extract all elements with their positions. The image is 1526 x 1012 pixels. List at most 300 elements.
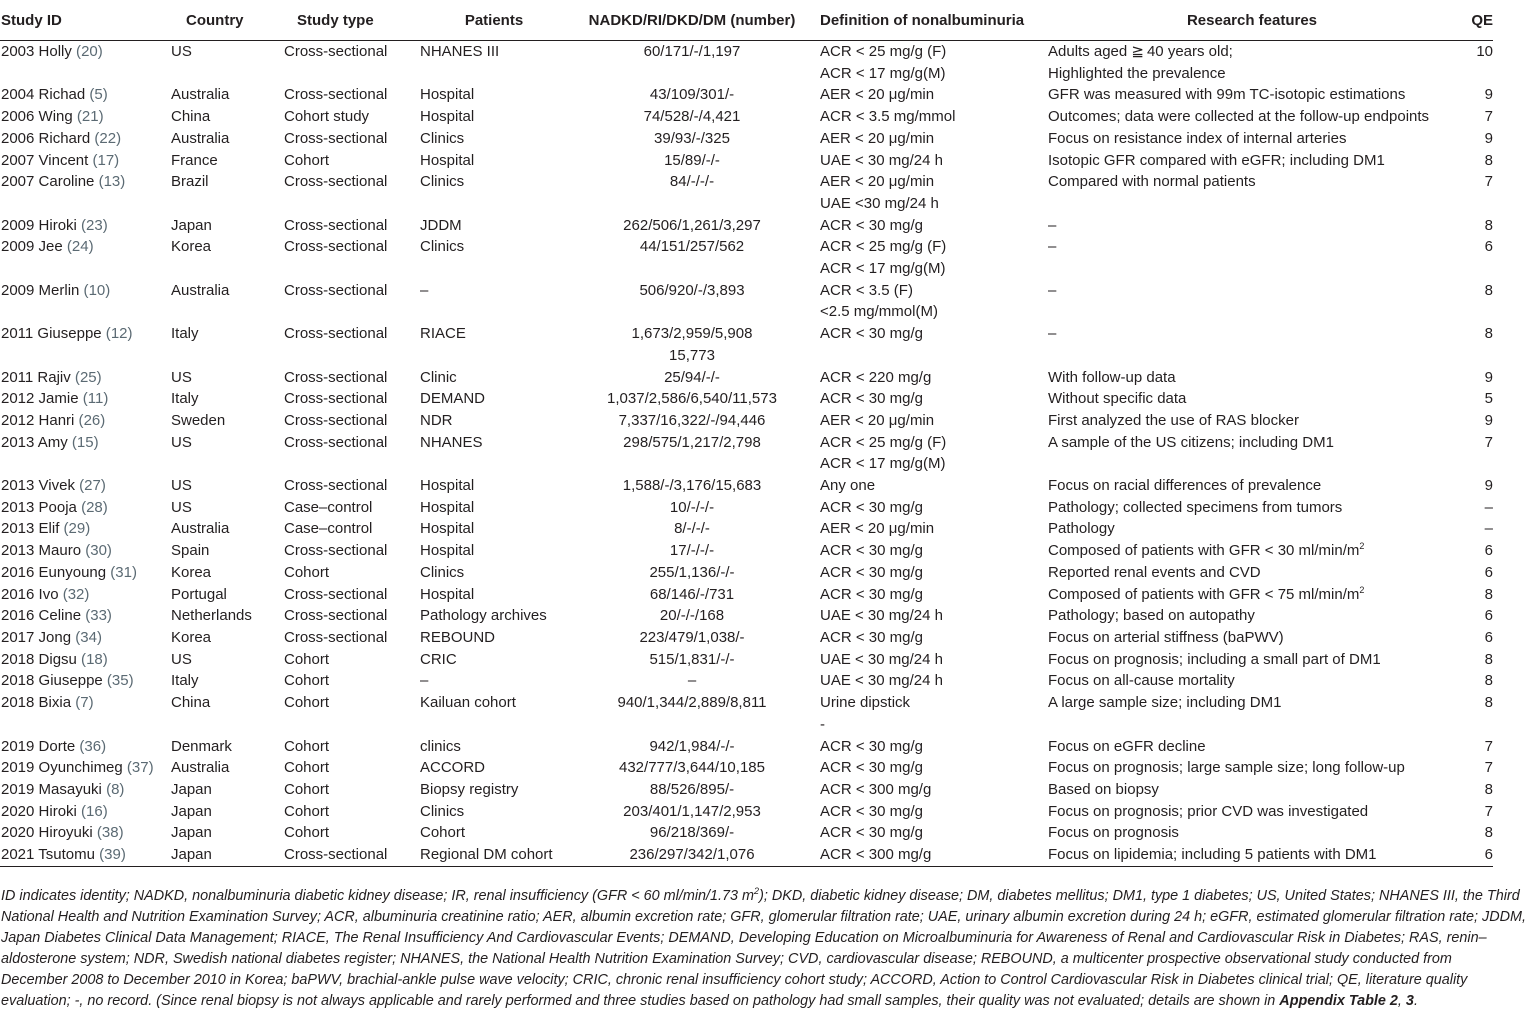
reference-number: 18	[86, 650, 103, 668]
study-id-cell	[0, 410, 171, 432]
country-cell: US	[171, 433, 192, 451]
features-cell	[1048, 193, 1456, 215]
reference-link[interactable]: (36)	[75, 737, 107, 755]
table-row	[0, 41, 1493, 63]
table-row	[0, 475, 1493, 497]
country-cell: Korea	[171, 238, 212, 256]
features-cell: –	[1048, 281, 1057, 299]
country-cell: Spain	[171, 542, 210, 560]
header-qe: QE	[1471, 11, 1493, 29]
study-name: 2018 Digsu	[1, 650, 77, 668]
reference-link[interactable]: (12)	[101, 325, 133, 343]
country-cell: Brazil	[171, 173, 209, 191]
header-numbers: NADKD/RI/DKD/DM (number)	[588, 11, 796, 29]
features-cell	[1048, 345, 1456, 367]
qe-cell: 10	[1476, 43, 1493, 60]
patients-cell: Hospital	[420, 86, 475, 104]
patients-cell	[420, 193, 568, 215]
definition-cell: AER < 20 μg/min	[820, 129, 935, 147]
table-row	[0, 388, 1493, 410]
study-name: 2019 Oyunchimeg	[1, 759, 123, 777]
study-name: 2019 Masayuki	[1, 780, 102, 798]
study-type-cell: Cohort	[284, 694, 330, 712]
features-cell: Focus on prognosis; large sample size; long follow-up	[1048, 759, 1405, 777]
definition-cell: ACR < 25 mg/g (F)	[820, 43, 947, 60]
features-cell: Compared with normal patients	[1048, 173, 1256, 191]
study-type-cell: Cohort	[284, 737, 330, 755]
definition-cell: UAE < 30 mg/24 h	[820, 672, 943, 690]
qe-cell: 8	[1484, 694, 1493, 712]
features-cell: A large sample size; including DM1	[1048, 694, 1282, 712]
patients-cell: NHANES III	[420, 43, 500, 60]
reference-link[interactable]: (29)	[59, 520, 91, 538]
study-name: 2013 Pooja	[1, 498, 77, 516]
reference-link[interactable]: (38)	[92, 824, 124, 842]
study-id-cell	[0, 627, 171, 649]
patients-cell: NHANES	[420, 433, 483, 451]
qe-cell: 7	[1484, 759, 1493, 777]
study-id-cell	[0, 540, 171, 562]
table-row	[0, 367, 1493, 389]
country-cell: Japan	[171, 216, 212, 234]
qe-cell: –	[1484, 498, 1493, 516]
table-row	[0, 345, 1493, 367]
country-cell: Australia	[171, 281, 230, 299]
definition-cell: ACR < 25 mg/g (F)	[820, 238, 947, 256]
patients-cell: Cohort	[420, 824, 466, 842]
reference-link[interactable]: (25)	[70, 368, 102, 386]
features-cell: –	[1048, 238, 1057, 256]
footnote-line	[1, 886, 1520, 907]
reference-link[interactable]: (24)	[62, 238, 94, 256]
study-id-cell	[0, 345, 171, 367]
study-id-cell	[0, 779, 171, 801]
reference-number: 39	[104, 846, 121, 864]
study-type-cell	[284, 301, 420, 323]
features-cell: A sample of the US citizens; including DM1	[1048, 433, 1334, 451]
study-type-cell: Cross-sectional	[284, 433, 388, 451]
numbers-cell: 17/-/-/-	[669, 542, 715, 560]
reference-link[interactable]: (28)	[76, 498, 108, 516]
reference-link[interactable]: (16)	[76, 802, 108, 820]
definition-cell: AER < 20 μg/min	[820, 86, 935, 104]
qe-cell: 8	[1484, 672, 1493, 690]
numbers-cell: 25/94/-/-	[664, 368, 720, 386]
study-type-cell	[284, 258, 420, 280]
patients-cell: NDR	[420, 411, 453, 429]
study-type-cell: Cohort	[284, 780, 330, 798]
reference-link[interactable]: (15)	[67, 433, 99, 451]
qe-cell: 9	[1484, 477, 1493, 495]
study-id-cell	[0, 236, 171, 258]
footnote-text: .	[1413, 993, 1418, 1009]
country-cell: Australia	[171, 759, 230, 777]
reference-link[interactable]: (7)	[71, 694, 94, 712]
table-row	[0, 562, 1493, 584]
country-cell	[171, 345, 284, 367]
study-name: 2013 Mauro	[1, 542, 82, 560]
patients-cell: Pathology archives	[420, 607, 547, 625]
study-type-cell: Cross-sectional	[284, 368, 388, 386]
study-id-cell	[0, 84, 171, 106]
numbers-cell: 74/528/-/4,421	[643, 108, 741, 126]
patients-cell: CRIC	[420, 650, 457, 668]
appendix-link[interactable]: Appendix Table 2	[1279, 993, 1398, 1009]
patients-cell: Clinics	[420, 129, 465, 147]
study-type-cell: Cross-sectional	[284, 216, 388, 234]
header-definition: Definition of nonalbuminuria	[820, 11, 1025, 29]
numbers-cell: –	[687, 672, 697, 690]
study-id-cell	[0, 258, 171, 280]
patients-cell: Hospital	[420, 585, 475, 603]
reference-number: 30	[90, 542, 107, 560]
study-name: 2006 Wing	[1, 108, 73, 126]
features-cell	[1048, 258, 1456, 280]
reference-link[interactable]: (39)	[94, 846, 126, 864]
appendix-link[interactable]: 3	[1405, 993, 1414, 1009]
qe-cell	[1456, 193, 1493, 215]
patients-cell: Biopsy registry	[420, 780, 519, 798]
table-row	[0, 280, 1493, 302]
qe-cell: 6	[1484, 563, 1493, 581]
reference-link[interactable]: (37)	[122, 759, 154, 777]
numbers-cell: 203/401/1,147/2,953	[623, 802, 761, 820]
qe-cell	[1456, 345, 1493, 367]
country-cell: Korea	[171, 563, 212, 581]
table-row	[0, 193, 1493, 215]
definition-cell: Urine dipstick	[820, 694, 911, 712]
numbers-cell: 942/1,984/-/-	[649, 737, 735, 755]
features-cell: Isotopic GFR compared with eGFR; including DM1	[1048, 151, 1385, 169]
footnote-text: evaluation; -, no record. (Since renal biopsy is not always applicable and rarely performed and three studies based on pathology had small samples, their quality was not evaluated; details are shown in	[1, 993, 1276, 1009]
features-cell: Focus on racial differences of prevalence	[1048, 477, 1322, 495]
reference-link[interactable]: (17)	[88, 151, 120, 169]
patients-cell: Clinic	[420, 368, 457, 386]
qe-cell	[1456, 63, 1493, 85]
study-name: 2020 Hiroki	[1, 802, 77, 820]
reference-number: 33	[90, 607, 107, 625]
study-type-cell: Cross-sectional	[284, 43, 388, 60]
reference-link[interactable]: (22)	[90, 129, 122, 147]
reference-link[interactable]: (32)	[58, 585, 90, 603]
study-id-cell	[0, 844, 171, 866]
study-id-cell	[0, 63, 171, 85]
reference-number: 10	[88, 281, 106, 299]
table-row	[0, 84, 1493, 106]
qe-cell: 8	[1484, 585, 1493, 603]
qe-cell: 5	[1484, 390, 1493, 408]
reference-number: 22	[99, 129, 117, 147]
patients-cell: RIACE	[420, 325, 466, 343]
study-type-cell: Cross-sectional	[284, 86, 388, 104]
country-cell: Japan	[171, 846, 212, 864]
reference-link[interactable]: (13)	[94, 173, 126, 191]
features-cell: Focus on all-cause mortality	[1048, 672, 1235, 690]
reference-number: 29	[68, 520, 86, 538]
qe-cell: 6	[1484, 607, 1493, 625]
features-cell	[1048, 584, 1456, 606]
numbers-cell: 236/297/342/1,076	[629, 846, 755, 864]
header-study-id: Study ID	[1, 11, 62, 29]
country-cell	[171, 63, 284, 85]
features-cell: Pathology	[1048, 520, 1115, 538]
reference-link[interactable]: (35)	[102, 672, 134, 690]
country-cell: US	[171, 650, 192, 668]
study-name: 2009 Hiroki	[1, 216, 77, 234]
study-type-cell: Cohort	[284, 759, 330, 777]
country-cell	[171, 258, 284, 280]
features-cell: First analyzed the use of RAS blocker	[1048, 411, 1299, 429]
study-type-cell: Cross-sectional	[284, 846, 388, 864]
table-row	[0, 301, 1493, 323]
numbers-cell: 7,337/16,322/-/94,446	[618, 411, 766, 429]
qe-cell: 6	[1484, 846, 1493, 864]
table-row	[0, 432, 1493, 454]
numbers-cell: 223/479/1,038/-	[639, 628, 745, 646]
patients-cell: Hospital	[420, 477, 475, 495]
country-cell: Italy	[171, 390, 199, 408]
study-name: 2016 Eunyoung	[1, 563, 107, 581]
study-type-cell: Cohort	[284, 151, 330, 169]
reference-number: 35	[111, 672, 129, 690]
qe-cell	[1456, 258, 1493, 280]
table-row	[0, 410, 1493, 432]
table-row	[0, 801, 1493, 823]
footnote-text: ID indicates identity; NADKD, nonalbuminuria diabetic kidney disease; IR, renal insufficiency (GFR < 60 ml/min/1.73 m	[1, 888, 755, 904]
numbers-cell: 255/1,136/-/-	[649, 563, 735, 581]
patients-cell: DEMAND	[420, 390, 486, 408]
country-cell: Portugal	[171, 585, 227, 603]
table-row	[0, 736, 1493, 758]
qe-cell: 9	[1484, 368, 1493, 386]
study-id-cell	[0, 215, 171, 237]
study-id-cell	[0, 41, 171, 63]
table-row	[0, 627, 1493, 649]
numbers-cell: 8/-/-/-	[674, 520, 710, 538]
table-row	[0, 171, 1493, 193]
definition-cell	[816, 345, 1048, 367]
features-cell: –	[1048, 325, 1057, 343]
footnote-line: National Health and Nutrition Examination Survey; ACR, albuminuria creatinine ratio; AER, albumin excretion rate; GFR, glomerular filtration rate; UAE, urinary albumin excretion during 24 h; eGFR, estimated glomerular filtration rate; JDDM,	[1, 909, 1526, 925]
reference-number: 24	[71, 238, 89, 256]
definition-cell: ACR < 30 mg/g	[820, 737, 923, 755]
reference-link[interactable]: (30)	[81, 542, 112, 560]
footnote-line: December 2008 to December 2010 in Korea; baPWV, brachial-ankle pulse wave velocity; CRIC, chronic renal insufficiency cohort study; ACCORD, Action to Control Cardiovascular Risk in Diabetes clinical trial; QE, literature quality	[1, 972, 1468, 988]
study-type-cell: Cross-sectional	[284, 129, 388, 147]
study-name: 2017 Jong	[1, 628, 72, 646]
numbers-cell: 84/-/-/-	[669, 173, 715, 191]
numbers-cell	[568, 301, 816, 323]
country-cell: US	[171, 498, 192, 516]
qe-cell	[1456, 714, 1493, 736]
study-id-cell	[0, 106, 171, 128]
country-cell: Denmark	[171, 737, 232, 755]
table-footnote	[1, 886, 1526, 1012]
features-cell: Focus on prognosis	[1048, 824, 1179, 842]
definition-cell: ACR < 300 mg/g	[820, 846, 932, 864]
numbers-cell	[568, 453, 816, 475]
features-cell: Adults aged ≧ 40 years old;	[1048, 43, 1233, 60]
study-type-cell: Cohort	[284, 802, 330, 820]
reference-number: 32	[67, 585, 85, 603]
features-cell: Highlighted the prevalence	[1048, 64, 1226, 82]
definition-cell: ACR < 30 mg/g	[820, 759, 923, 777]
superscript: 2	[1359, 584, 1365, 595]
definition-cell: ACR < 30 mg/g	[820, 390, 923, 408]
patients-cell: Regional DM cohort	[420, 846, 553, 864]
reference-link[interactable]: (10)	[79, 281, 111, 299]
study-type-cell: Cohort	[284, 672, 330, 690]
study-id-cell	[0, 280, 171, 302]
qe-cell: 7	[1484, 108, 1493, 126]
study-name: 2011 Rajiv	[1, 368, 71, 386]
features-cell	[1048, 453, 1456, 475]
patients-cell: Clinics	[420, 802, 465, 820]
superscript: 2	[1359, 541, 1365, 552]
study-name: 2006 Richard	[1, 129, 91, 147]
patients-cell: Kailuan cohort	[420, 694, 516, 712]
study-name: 2013 Amy	[1, 433, 68, 451]
reference-link[interactable]: (5)	[85, 86, 108, 104]
features-cell: GFR was measured with 99m TC-isotopic estimations	[1048, 86, 1406, 104]
numbers-cell: 432/777/3,644/10,185	[619, 759, 765, 777]
study-type-cell: Cross-sectional	[284, 281, 388, 299]
study-id-cell	[0, 605, 171, 627]
study-type-cell: Cohort	[284, 650, 330, 668]
study-id-cell	[0, 649, 171, 671]
reference-link[interactable]: (18)	[76, 650, 108, 668]
definition-cell: ACR < 17 mg/g(M)	[820, 455, 946, 473]
numbers-cell	[568, 258, 816, 280]
definition-cell: ACR < 30 mg/g	[820, 542, 923, 560]
reference-link[interactable]: (27)	[74, 477, 106, 495]
definition-cell: ACR < 30 mg/g	[820, 628, 923, 646]
country-cell: Korea	[171, 628, 212, 646]
reference-link[interactable]: (26)	[74, 411, 106, 429]
definition-cell: ACR < 300 mg/g	[820, 780, 932, 798]
study-id-cell	[0, 518, 171, 540]
qe-cell: 7	[1484, 737, 1493, 755]
reference-number: 34	[80, 628, 97, 646]
study-id-cell	[0, 367, 171, 389]
study-id-cell	[0, 692, 171, 714]
features-cell	[1048, 714, 1456, 736]
features-text: Composed of patients with GFR < 75 ml/min/m	[1048, 585, 1360, 603]
patients-cell: Hospital	[420, 542, 475, 560]
footnote-sup: 2	[754, 886, 760, 897]
definition-cell: UAE < 30 mg/24 h	[820, 607, 943, 625]
numbers-cell: 1,673/2,959/5,908	[631, 325, 753, 343]
country-cell: Japan	[171, 780, 212, 798]
study-type-cell: Cohort	[284, 824, 330, 842]
numbers-cell: 15,773	[669, 346, 715, 364]
features-cell: Based on biopsy	[1048, 780, 1159, 798]
study-type-cell	[284, 63, 420, 85]
study-id-cell	[0, 584, 171, 606]
table-row	[0, 106, 1493, 128]
numbers-cell: 15/89/-/-	[664, 151, 720, 169]
reference-number: 27	[84, 477, 101, 495]
numbers-cell: 506/920/-/3,893	[639, 281, 745, 299]
reference-link[interactable]: (33)	[81, 607, 112, 625]
patients-cell: Hospital	[420, 498, 475, 516]
study-type-cell: Cohort study	[284, 108, 370, 126]
definition-cell: UAE < 30 mg/24 h	[820, 151, 943, 169]
country-cell: Italy	[171, 325, 199, 343]
features-cell: Focus on resistance index of internal arteries	[1048, 129, 1347, 147]
numbers-cell	[568, 193, 816, 215]
qe-cell: 9	[1484, 86, 1493, 104]
study-name: 2012 Jamie	[1, 390, 79, 408]
study-name: 2019 Dorte	[1, 737, 76, 755]
patients-cell: Clinics	[420, 563, 465, 581]
features-cell: –	[1048, 216, 1057, 234]
reference-link[interactable]: (8)	[101, 780, 125, 798]
patients-cell: Hospital	[420, 151, 475, 169]
study-name: 2003 Holly	[1, 43, 72, 60]
definition-cell: AER < 20 μg/min	[820, 411, 935, 429]
reference-number: 26	[83, 411, 101, 429]
study-id-cell	[0, 301, 171, 323]
reference-link[interactable]: (23)	[76, 216, 108, 234]
study-name: 2018 Bixia	[1, 694, 72, 712]
study-name: 2004 Richad	[1, 86, 86, 104]
patients-cell	[420, 258, 568, 280]
study-type-cell: Cohort	[284, 563, 330, 581]
definition-cell: ACR < 30 mg/g	[820, 563, 923, 581]
numbers-cell: 60/171/-/1,197	[643, 43, 741, 60]
study-id-cell	[0, 150, 171, 172]
reference-link[interactable]: (20)	[71, 43, 103, 60]
table-row	[0, 540, 1493, 562]
table-row	[0, 757, 1493, 779]
study-type-cell	[284, 453, 420, 475]
reference-number: 28	[86, 498, 103, 516]
reference-link[interactable]: (21)	[72, 108, 104, 126]
country-cell: China	[171, 694, 211, 712]
features-cell: Reported renal events and CVD	[1048, 563, 1261, 581]
header-patients: Patients	[464, 11, 524, 29]
table-row	[0, 236, 1493, 258]
reference-number: 25	[79, 368, 97, 386]
patients-cell	[420, 63, 568, 85]
reference-link[interactable]: (31)	[106, 563, 137, 581]
study-type-cell: Cross-sectional	[284, 390, 388, 408]
definition-cell: ACR < 30 mg/g	[820, 325, 923, 343]
study-id-cell	[0, 757, 171, 779]
reference-number: 11	[87, 390, 104, 408]
definition-cell: <2.5 mg/mmol(M)	[820, 303, 938, 321]
patients-cell: REBOUND	[420, 628, 496, 646]
study-type-cell: Case–control	[284, 520, 373, 538]
numbers-cell: 68/146/-/731	[649, 585, 735, 603]
study-name: 2011 Giuseppe	[1, 325, 102, 343]
definition-cell: ACR < 17 mg/g(M)	[820, 260, 946, 278]
features-cell	[1048, 540, 1456, 562]
study-type-cell: Cross-sectional	[284, 607, 388, 625]
footnote-line: Japan Diabetes Clinical Data Management; RIACE, The Renal Insufficiency And Cardiovascular Events; DEMAND, Developing Education on Microalbuminuria for Awareness of Renal and Cardiovascular Risk in Diabetes; RAS, renin–	[1, 930, 1487, 946]
qe-cell: 8	[1484, 650, 1493, 668]
reference-link[interactable]: (11)	[78, 390, 109, 408]
features-text: Composed of patients with GFR < 30 ml/min/m	[1048, 542, 1360, 560]
country-cell: Japan	[171, 802, 212, 820]
footnote-text: ,	[1397, 993, 1406, 1009]
reference-link[interactable]: (34)	[71, 628, 102, 646]
table-row	[0, 150, 1493, 172]
definition-cell: ACR < 30 mg/g	[820, 498, 923, 516]
country-cell: Netherlands	[171, 607, 252, 625]
country-cell: China	[171, 108, 211, 126]
